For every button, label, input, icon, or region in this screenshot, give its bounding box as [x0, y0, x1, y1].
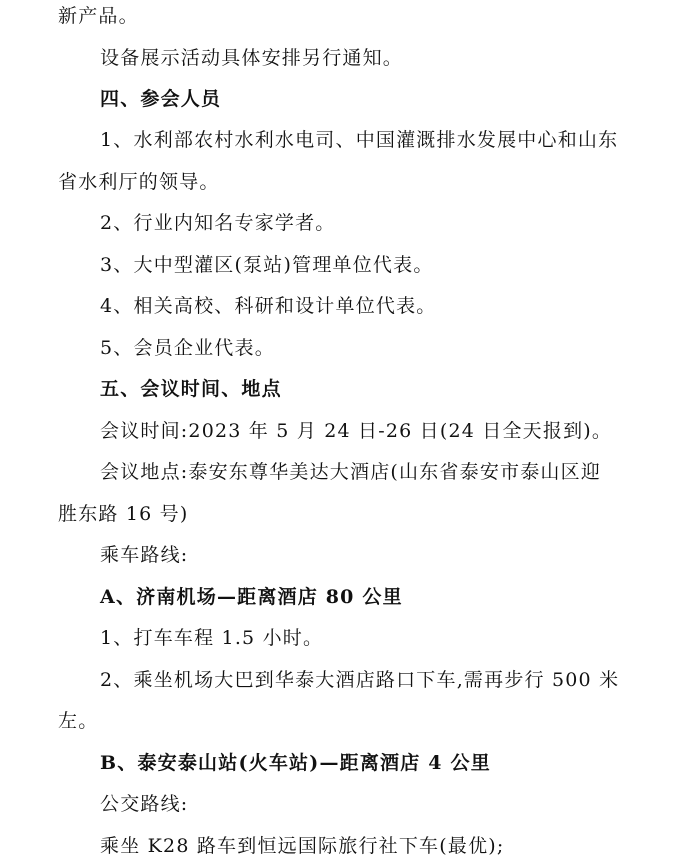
paragraph-continuation: 胜东路 16 号) — [58, 503, 189, 525]
paragraph-line: 乘坐 K28 路车到恒远国际旅行社下车(最优); — [100, 835, 505, 857]
paragraph-line: 会议时间:2023 年 5 月 24 日-26 日(24 日全天报到)。 — [100, 420, 613, 442]
paragraph-line: 会议地点:泰安东尊华美达大酒店(山东省泰安市泰山区迎 — [100, 461, 602, 483]
section-heading: 四、参会人员 — [100, 88, 222, 110]
paragraph-line: 公交路线: — [100, 793, 189, 815]
paragraph-line: 乘车路线: — [100, 544, 189, 566]
list-item: 1、水利部农村水利水电司、中国灌溉排水发展中心和山东 — [100, 129, 619, 151]
list-item: 3、大中型灌区(泵站)管理单位代表。 — [100, 254, 434, 276]
list-item-continuation: 省水利厅的领导。 — [58, 171, 220, 193]
list-item: 1、打车车程 1.5 小时。 — [100, 627, 324, 649]
list-item: 2、行业内知名专家学者。 — [100, 212, 336, 234]
subsection-heading: A、济南机场—距离酒店 80 公里 — [100, 586, 403, 608]
paragraph-line: 新产品。 — [58, 5, 139, 27]
list-item: 5、会员企业代表。 — [100, 337, 275, 359]
subsection-heading: B、泰安泰山站(火车站)—距离酒店 4 公里 — [100, 752, 491, 774]
paragraph-line: 设备展示活动具体安排另行通知。 — [100, 47, 404, 69]
list-item: 2、乘坐机场大巴到华泰大酒店路口下车,需再步行 500 米 — [100, 669, 620, 691]
list-item-continuation: 左。 — [58, 710, 99, 732]
section-heading: 五、会议时间、地点 — [100, 378, 282, 400]
list-item: 4、相关高校、科研和设计单位代表。 — [100, 295, 437, 317]
